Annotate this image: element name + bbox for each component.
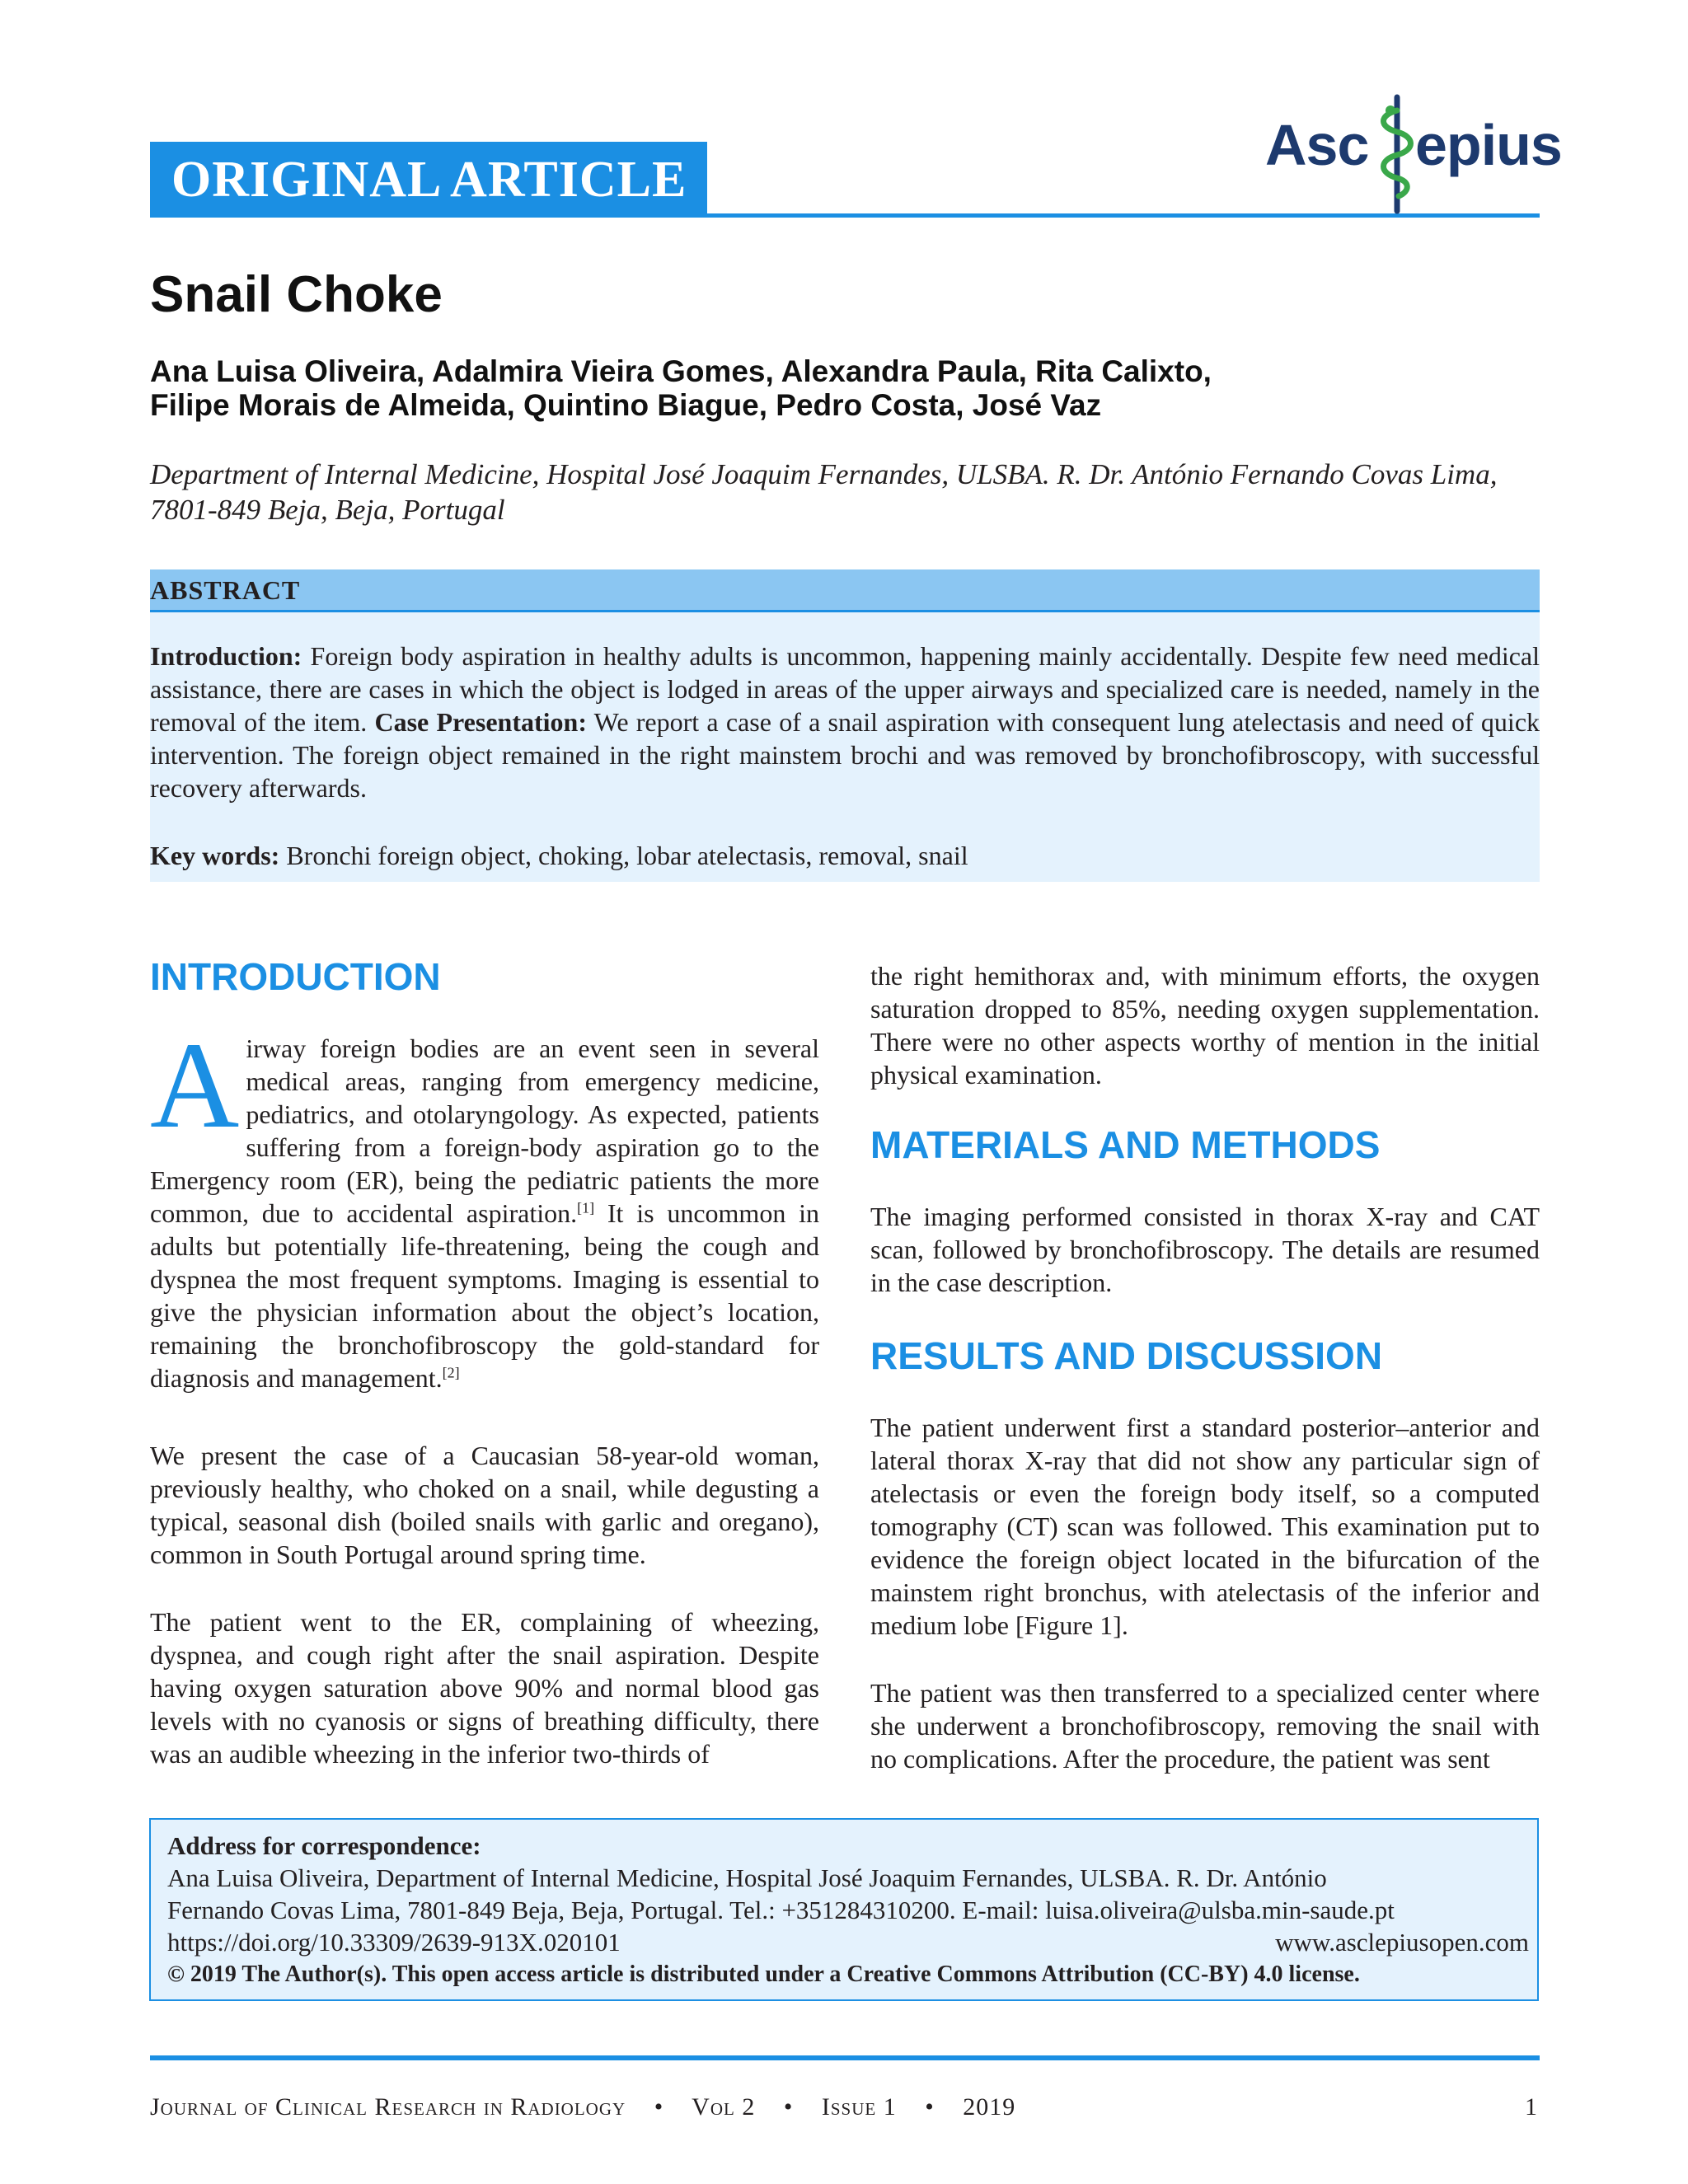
article-type-banner: ORIGINAL ARTICLE — [150, 142, 707, 218]
journal-name: Journal of Clinical Research in Radiology — [150, 2093, 626, 2121]
journal-year: 2019 — [963, 2093, 1016, 2121]
logo-text-right: epius — [1415, 113, 1562, 177]
methods-paragraph: The imaging performed consisted in thorax X-ray and CAT scan, followed by bronchofibroscopy. The details are resumed in the case description. — [870, 1202, 1540, 1297]
affiliation: Department of Internal Medicine, Hospital José Joaquim Fernandes, ULSBA. R. Dr. António Fernando Covas Lima, 7801-849 Beja, Beja, Portugal — [150, 458, 1498, 526]
introduction-heading: INTRODUCTION — [150, 955, 441, 998]
article-title: Snail Choke — [150, 266, 443, 323]
doi-link[interactable]: https://doi.org/10.33309/2639-913X.020101 — [167, 1928, 621, 1957]
page-number: 1 — [1525, 2093, 1537, 2121]
correspondence-box — [149, 1818, 1539, 2001]
abstract-heading: ABSTRACT — [150, 569, 1540, 612]
rod-of-asclepius-icon — [1372, 91, 1422, 214]
introduction-paragraph-3-continued: the right hemithorax and, with minimum efforts, the oxygen saturation dropped to 85%, needing oxygen supplementation. There were no other aspects worthy of mention in the initial physical examination. — [870, 961, 1540, 1090]
results-paragraph-1: The patient underwent first a standard posterior–anterior and lateral thorax X-ray that did not show any particular sign of atelectasis or even the foreign body itself, so a computed tomography (CT) scan was followed. This examination put to evidence the foreign object located in the bifurcation of the mainstem right bronchus, with atelectasis of the inferior and medium lobe [Figure 1]. — [870, 1413, 1540, 1640]
drop-cap: A — [150, 1017, 240, 1154]
results-paragraph-2: The patient was then transferred to a specialized center where she underwent a bronchofibroscopy, removing the snail with no complications. After the procedure, the patient was sent — [870, 1678, 1540, 1774]
introduction-paragraph-3: The patient went to the ER, complaining of wheezing, dyspnea, and cough right after the snail aspiration. Despite having oxygen saturation above 90% and normal blood gas levels with no cyanosis or signs of breathing difficulty, there was an audible wheezing in the inferior two-thirds of — [150, 1607, 819, 1769]
abstract-case-text: We report a case of a snail aspiration with consequent lung atelectasis and need of quick intervention. The foreign object remained in the right mainstem brochi and was removed by bronchofibroscopy, with successful recovery afterwards. — [150, 707, 1540, 803]
introduction-paragraph-2: We present the case of a Caucasian 58-year-old woman, previously healthy, who choked on a snail, while degusting a typical, seasonal dish (boiled snails with garlic and oregano), common in South Portugal around spring time. — [150, 1441, 819, 1569]
footer-separator: • — [654, 2093, 664, 2121]
correspondence-line-1: Ana Luisa Oliveira, Department of Internal Medicine, Hospital José Joaquim Fernandes, ULSBA. R. Dr. António — [167, 1863, 1327, 1892]
abstract-intro-label: Introduction: — [150, 641, 302, 671]
footer-separator: • — [783, 2093, 794, 2121]
keywords-label: Key words: — [150, 841, 280, 870]
correspondence-line-2: Fernando Covas Lima, 7801-849 Beja, Beja, Portugal. Tel.: +351284310200. E-mail: luisa.oliveira@ulsba.min-saude.pt — [167, 1896, 1395, 1924]
website-link[interactable]: www.asclepiusopen.com — [1275, 1928, 1529, 1957]
keywords-text: Bronchi foreign object, choking, lobar atelectasis, removal, snail — [279, 841, 968, 870]
license-notice: © 2019 The Author(s). This open access article is distributed under a Creative Commons Attribution (CC-BY) 4.0 license. — [167, 1961, 1360, 1987]
correspondence-label: Address for correspondence: — [167, 1831, 481, 1860]
introduction-paragraph-1 — [150, 1017, 819, 1394]
journal-issue: Issue 1 — [821, 2093, 897, 2121]
logo-text-left: Asc — [1265, 113, 1369, 177]
asclepius-logo — [1265, 91, 1562, 214]
journal-volume: Vol 2 — [692, 2093, 756, 2121]
citation-1[interactable]: [1] — [577, 1199, 595, 1216]
intro-p1-text-b: It is uncommon in adults but potentially life-threatening, being the cough and dyspnea the most frequent symptoms. Imaging is essential to give the physician information about the object’s location, remaining the bronchofibroscopy the gold-standard for diagnosis and management. — [150, 1198, 819, 1393]
abstract-case-label: Case Presentation: — [374, 707, 587, 737]
results-heading: RESULTS AND DISCUSSION — [870, 1334, 1383, 1377]
author-list — [150, 354, 1386, 422]
journal-footer — [150, 2093, 1015, 2121]
keywords — [150, 839, 1540, 872]
authors-line-2: Filipe Morais de Almeida, Quintino Biague, Pedro Costa, José Vaz — [150, 388, 1102, 422]
abstract-intro-text: Foreign body aspiration in healthy adults is uncommon, happening mainly accidentally. Despite few need medical assistance, there are cases in which the object is lodged in areas of the upper airways and specialized care is needed, namely in the removal of the item. — [150, 641, 1540, 737]
abstract-text — [150, 640, 1540, 804]
authors-line-1: Ana Luisa Oliveira, Adalmira Vieira Gomes, Alexandra Paula, Rita Calixto, — [150, 354, 1212, 388]
footer-rule — [150, 2055, 1540, 2060]
methods-heading: MATERIALS AND METHODS — [870, 1123, 1381, 1166]
intro-p1-text-a: irway foreign bodies are an event seen in several medical areas, ranging from emergency medicine, pediatrics, and otolaryngology. As expected, patients suffering from a foreign-body aspiration go to the Emergency room (ER), being the pediatric patients the more common, due to accidental aspiration. — [150, 1033, 819, 1228]
citation-2[interactable]: [2] — [442, 1364, 460, 1381]
footer-separator: • — [925, 2093, 935, 2121]
